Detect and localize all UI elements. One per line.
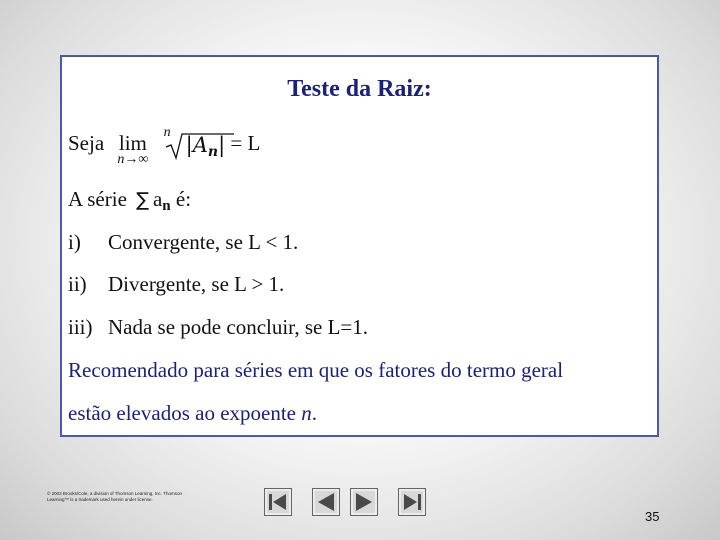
serie-prefix: A série <box>68 187 127 211</box>
recommendation-line-2 <box>68 401 317 426</box>
root-subscript: n <box>207 144 219 160</box>
list-item <box>68 272 284 297</box>
recommendation-text: estão elevados ao expoente <box>68 401 302 425</box>
last-slide-icon <box>398 488 426 516</box>
first-slide-button[interactable] <box>264 488 292 516</box>
list-item <box>68 230 298 255</box>
item-label: iii) <box>68 315 93 339</box>
root-open: |A <box>185 133 208 157</box>
serie-var: a <box>152 187 163 211</box>
limit-operator <box>117 131 148 168</box>
item-text: Divergente, se L > 1. <box>108 272 285 296</box>
next-slide-icon <box>350 488 378 516</box>
serie-suffix: é: <box>175 187 192 211</box>
serie-subscript: n <box>162 198 171 214</box>
next-slide-button[interactable] <box>350 488 378 516</box>
recommendation-line-1: Recomendado para séries em que os fatores do termo geral <box>68 358 564 382</box>
recommendation-variable: n <box>301 401 312 425</box>
limit-definition <box>68 125 261 168</box>
slide-content-box <box>60 55 659 437</box>
lim-subscript: n→∞ <box>117 152 149 167</box>
first-slide-icon <box>264 488 292 516</box>
copyright-notice <box>47 491 247 503</box>
root-index: n <box>163 125 171 140</box>
slide-title: Teste da Raiz: <box>287 76 432 102</box>
recommendation-period: . <box>311 401 317 425</box>
item-label: ii) <box>68 272 87 296</box>
sigma-symbol: ∑ <box>136 189 149 211</box>
previous-slide-icon <box>312 488 340 516</box>
list-item <box>68 315 368 340</box>
copyright-line-1: © 2003 Brooks/Cole, a division of Thomson Learning, Inc. Thomson <box>47 491 182 496</box>
equals-l: = L <box>230 131 261 155</box>
seja-word: Seja <box>68 131 105 155</box>
page-number: 35 <box>645 509 660 524</box>
previous-slide-button[interactable] <box>312 488 340 516</box>
item-label: i) <box>68 230 81 254</box>
last-slide-button[interactable] <box>398 488 426 516</box>
copyright-line-2: Learning™ is a trademark used herein under license. <box>47 497 153 502</box>
item-text: Nada se pode concluir, se L=1. <box>108 315 368 339</box>
radical-sign-icon <box>164 131 234 161</box>
item-text: Convergente, se L < 1. <box>108 230 299 254</box>
lim-word: lim <box>118 131 147 155</box>
root-close: | <box>218 133 226 157</box>
series-statement <box>68 187 191 215</box>
nth-root <box>163 125 226 160</box>
